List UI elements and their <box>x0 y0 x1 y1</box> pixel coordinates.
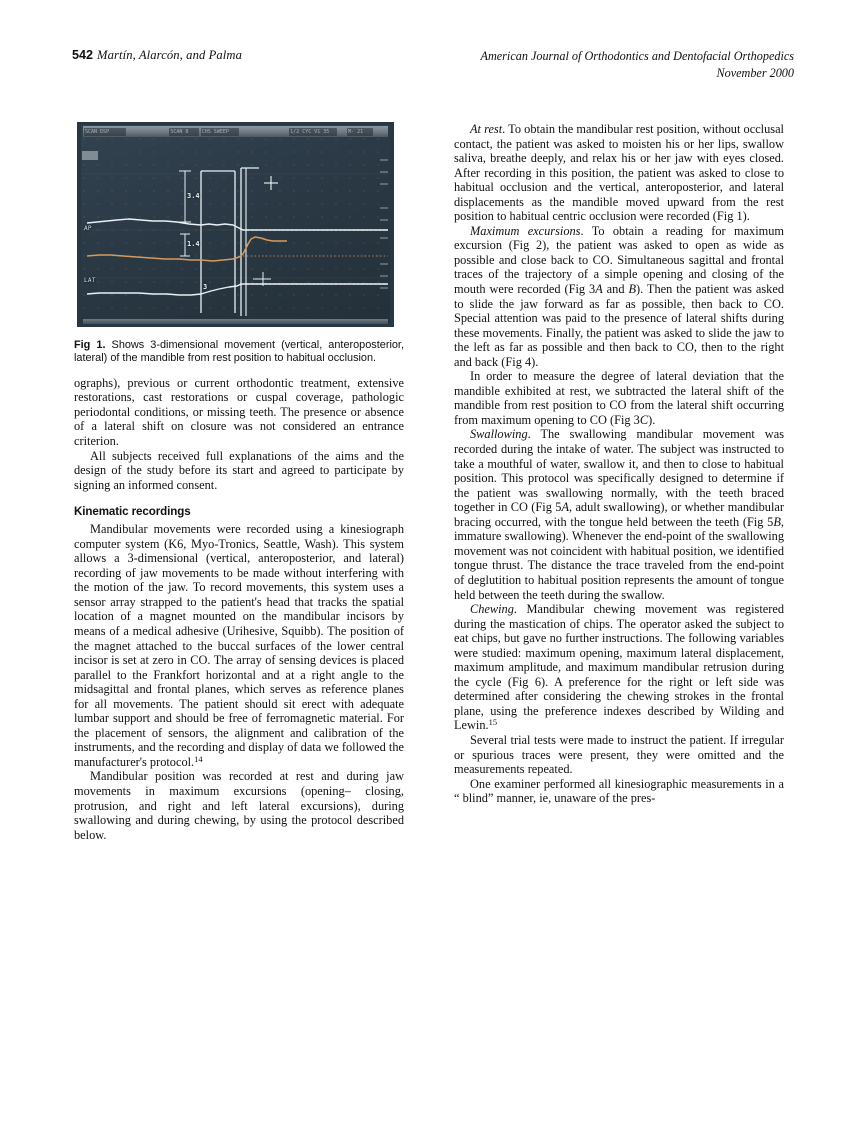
right-column <box>454 122 784 806</box>
section-heading: Kinematic recordings <box>74 505 191 519</box>
text-run: , adult swallowing), or whether mandibular bracing occurred, with the tongue held between the teeth (Fig 5 <box>454 500 784 529</box>
trace-label-ap: AP <box>84 225 92 232</box>
text-run: All subjects received full explanations of the aims and the design of the study before its start and agreed to participate by signing an informed consent. <box>74 448 404 492</box>
emphasis-run: C <box>639 412 649 427</box>
text-run: Mandibular position was recorded at rest and during jaw movements in maximum excursions (opening– closing, protrusion, and right and left lateral excursions), during swallowing and during chewing, by using the protocol described below. <box>74 769 404 842</box>
text-run: and <box>602 282 629 297</box>
body-paragraph <box>454 122 784 224</box>
trace-svg <box>83 138 388 318</box>
left-column <box>74 122 404 842</box>
emphasis-run: Chewing <box>470 602 514 617</box>
emphasis-run: B <box>773 514 781 529</box>
running-head-right <box>481 48 794 82</box>
text-run: , immature swallowing). Whenever the end-point of the swallowing movement was not coincident with habitual position, we identified tongue thrust. The distance the trace traveled from the end-point of deglutition to habitual position represents the amount of tongue held between the teeth during the swallow. <box>454 514 784 602</box>
text-run: Several trial tests were made to instruct the patient. If irregular or spurious traces were present, they were omitted and the measurements repeated. <box>454 732 784 777</box>
running-head-left <box>72 48 242 63</box>
figure-body-gap <box>74 366 404 376</box>
body-paragraph <box>454 602 784 733</box>
figure-caption <box>74 339 404 366</box>
trace-label-lat: LAT <box>84 277 96 284</box>
statusbar-segment: SCAN DSP <box>84 128 126 136</box>
text-run: In order to measure the degree of lateral deviation that the mandible exhibited at rest, we subtracted the lateral shift of the mandible from rest position to CO from the lateral shift occurring from maximum opening to CO (Fig 3 <box>454 369 784 427</box>
reference-superscript: 14 <box>194 754 203 764</box>
text-run: . Mandibular chewing movement was registered during the mastication of chips. The operator asked the subject to eat chips, but gave no further instructions. The following variables were studied: maximum opening, maximum lateral displacement, maximum amplitude, and maximum mandibular retrusion during the cycle (Fig 6). A preference for the right or left side was determined after considering the chewing strokes in the frontal plane, using the preference indexes described by Wilding and Lewin. <box>454 602 784 733</box>
emphasis-run: A <box>561 500 569 515</box>
page-folio: 542 <box>72 48 94 62</box>
kinesiograph-screen <box>81 125 390 324</box>
figure-caption-text: Shows 3-dimensional movement (vertical, anteroposterior, lateral) of the mandible from rest position to habitual occlusion. <box>74 339 404 365</box>
body-paragraph <box>454 427 784 602</box>
body-paragraph <box>454 369 784 427</box>
emphasis-run: Swallowing <box>470 427 528 442</box>
body-paragraph <box>74 376 404 449</box>
emphasis-run: At rest <box>470 122 503 136</box>
statusbar-segment: SCAN 8 <box>169 128 198 136</box>
text-run: . The swallowing mandibular movement was recorded during the intake of water. The subject was instructed to take a mouthful of water, swallow it, and then to close to habitual position. This protocol was specifically designed to determine if the patient was swallowing normally, with the teeth braced together in CO (Fig 5 <box>454 427 784 515</box>
statusbar-segment: 1/2 CYC V1 35 <box>289 128 337 136</box>
body-paragraph <box>454 224 784 369</box>
text-run: One examiner performed all kinesiographic measurements in a “ blind” manner, ie, unaware of the pres- <box>454 776 784 806</box>
measurement-vertical: 3.4 <box>187 192 200 200</box>
kinesiograph-bottombar <box>83 319 388 324</box>
statusbar-segment: M- 21 <box>347 128 373 136</box>
kinesiograph-statusbar <box>83 126 388 137</box>
figure-1 <box>74 122 404 366</box>
kinesiograph-screenshot <box>77 122 394 327</box>
text-run: ographs), previous or current orthodontic treatment, extensive restorations, cast restorations or cuspal coverage, pathologic periodontal conditions, or missing teeth. The presence or absence of a lateral shift on closure was not considered an entrance criterion. <box>74 375 404 448</box>
text-run: Mandibular movements were recorded using a kinesiograph computer system (K6, Myo-Tronics, Seattle, Wash). This system allows a 3-dimensional (vertical, anteroposterior, and lateral) recording of jaw movements to be made without interfering with the motion of the jaw. To record movements, this system uses a sensor array strapped to the patient's head that tracks the spatial location of a magnet mounted on the mandibular incisors by means of a medical adhesive (Urihesive, Squibb). The position of the magnet attached to the buccal surfaces of the lower central incisor is set at zero in CO. The array of sensing devices is placed parallel to the Frankfort horizontal and at a right angle to the midsagittal and frontal planes, which serves as reference planes for all movements. The patient should sit erect with adequate lumbar support and should be free of ferromagnetic material. For the placement of sensors, the alignment and calibration of the instruments, and the recording and display of data we followed the manufacturer's protocol. <box>74 522 404 769</box>
issue-date: November 2000 <box>716 66 794 80</box>
right-column-body <box>454 122 784 806</box>
text-run: ). <box>648 412 656 427</box>
reference-superscript: 15 <box>488 718 497 728</box>
body-paragraph <box>454 733 784 777</box>
measurement-lateral: 3 <box>203 283 208 291</box>
statusbar-segment: CHS SWEEP <box>201 128 240 136</box>
emphasis-run: B <box>628 282 636 297</box>
body-paragraph <box>74 449 404 493</box>
text-run: . To obtain the mandibular rest position, without occlusal contact, the patient was asked to moisten his or her lips, swallow saliva, breathe deeply, and relax his or her jaw with eyes closed. After recording in this position, the patient was asked to close to habitual occlusion and the vertical, anteroposterior, and lateral displacements as the mandible moved upward from the rest position to habitual centric occlusion were recorded (Fig 1). <box>454 122 784 224</box>
running-head <box>72 48 794 92</box>
body-paragraph <box>454 777 784 806</box>
body-paragraph <box>74 522 404 769</box>
left-column-body <box>74 376 404 842</box>
emphasis-run: Maximum excursions <box>470 223 581 238</box>
kinesiograph-plot <box>83 138 388 318</box>
text-run: . To obtain a reading for maximum excursion (Fig 2), the patient was asked to open as wide as possible and close back to CO. Simultaneous sagittal and frontal traces of the trajectory of a simple opening and closing of the mouth were recorded (Fig 3 <box>454 223 784 297</box>
body-paragraph <box>74 769 404 842</box>
text-run: ). Then the patient was asked to slide the jaw forward as far as possible, then back to CO. Special attention was paid to the presence of lateral shifts during these movements. Finally, the patient was asked to slide the jaw to the left as far as possible and then back to CO, then to the right and back (Fig 4). <box>454 282 784 369</box>
emphasis-run: A <box>595 282 603 297</box>
figure-caption-label: Fig 1. <box>74 339 106 351</box>
running-head-authors: Martín, Alarcón, and Palma <box>97 48 242 62</box>
measurement-ap: 1.4 <box>187 240 200 248</box>
journal-title: American Journal of Orthodontics and Dentofacial Orthopedics <box>480 49 794 63</box>
